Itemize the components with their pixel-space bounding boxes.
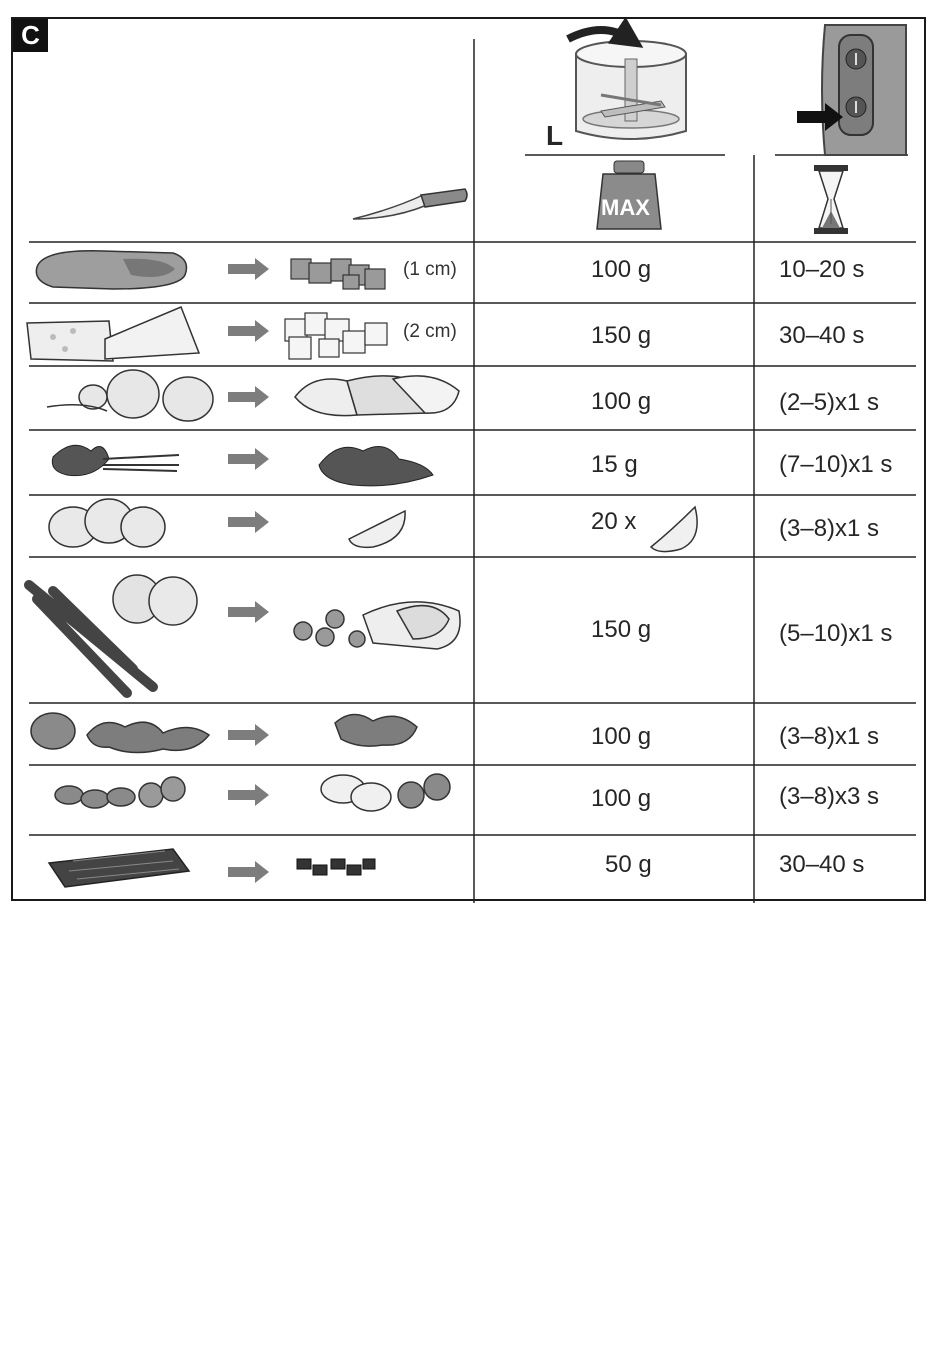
time-cell: (3–8)x1 s bbox=[779, 723, 880, 750]
time-cell: (3–8)x1 s bbox=[779, 515, 880, 542]
time-cell: 10–20 s bbox=[779, 256, 865, 283]
hourglass-icon bbox=[814, 165, 848, 234]
time-cell: (3–8)x3 s bbox=[779, 783, 880, 810]
time-cell: 30–40 s bbox=[779, 322, 865, 349]
chopped-nuts-icon bbox=[321, 774, 450, 811]
section-label: C bbox=[13, 19, 48, 52]
amount-cell: 20 x bbox=[591, 508, 637, 535]
time-cell: (5–10)x1 s bbox=[779, 620, 893, 647]
amount-cell: 100 g bbox=[591, 723, 652, 750]
amount-cell: 100 g bbox=[591, 785, 652, 812]
meat-icon bbox=[36, 251, 186, 289]
amount-cell: 50 g bbox=[605, 851, 652, 878]
max-weight-label: MAX bbox=[601, 195, 650, 220]
onion-halves-icon bbox=[295, 376, 459, 416]
onion-icon bbox=[47, 370, 213, 421]
garlic-icon bbox=[49, 499, 165, 547]
time-cell: (7–10)x1 s bbox=[779, 451, 893, 478]
carrots-onions-icon bbox=[29, 575, 197, 693]
amount-cell: 150 g bbox=[591, 322, 652, 349]
motor-unit-button-icon bbox=[797, 25, 906, 155]
time-cell: 30–40 s bbox=[779, 851, 865, 878]
amount-cell: 15 g bbox=[591, 451, 638, 478]
size-note: (1 cm) bbox=[403, 259, 457, 280]
chocolate-pieces-icon bbox=[297, 859, 375, 875]
chocolate-bar-icon bbox=[49, 849, 189, 887]
cheese-cubes-icon bbox=[285, 313, 387, 359]
chopped-walnuts-icon bbox=[335, 714, 417, 746]
chopper-guide-table bbox=[11, 17, 926, 901]
time-cell: (2–5)x1 s bbox=[779, 389, 880, 416]
herbs-icon bbox=[52, 445, 179, 475]
size-note: (2 cm) bbox=[403, 321, 457, 342]
chopped-vegetables-icon bbox=[294, 602, 460, 649]
knife-icon bbox=[353, 189, 467, 219]
chopper-bowl-icon bbox=[568, 30, 686, 139]
almonds-hazelnuts-icon bbox=[55, 777, 185, 808]
chopped-herbs-icon bbox=[319, 447, 433, 486]
amount-cell: 100 g bbox=[591, 388, 652, 415]
walnuts-icon bbox=[31, 713, 209, 753]
amount-cell: 100 g bbox=[591, 256, 652, 283]
garlic-clove-small-icon bbox=[651, 507, 697, 552]
garlic-clove-icon bbox=[349, 511, 405, 547]
meat-cubes-icon bbox=[291, 259, 385, 289]
bowl-label: L bbox=[546, 120, 564, 151]
process-arrows bbox=[228, 258, 269, 883]
amount-cell: 150 g bbox=[591, 616, 652, 643]
cheese-icon bbox=[27, 307, 199, 361]
